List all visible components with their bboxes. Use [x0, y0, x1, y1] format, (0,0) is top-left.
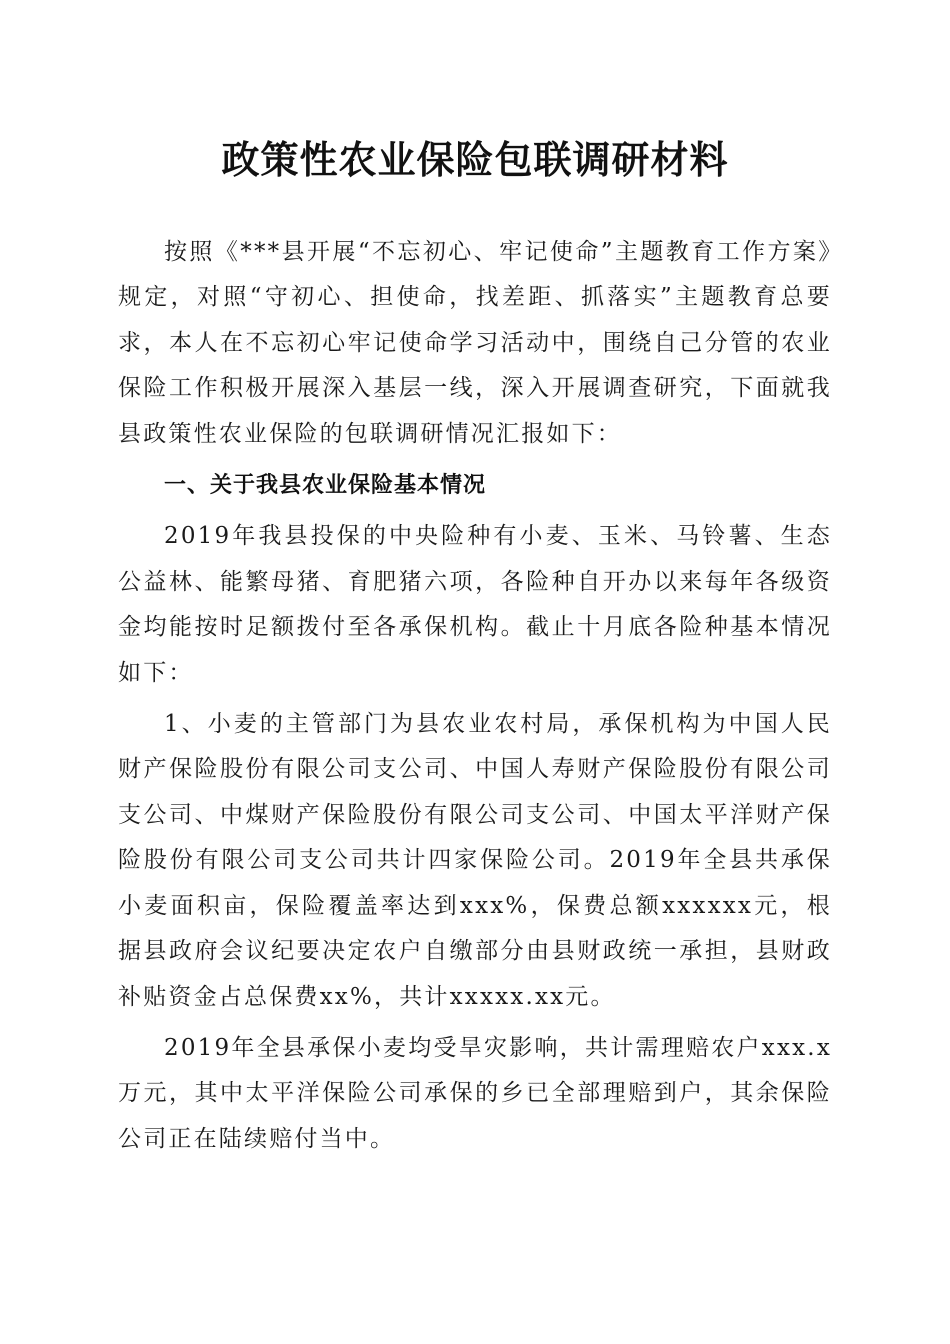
section-1-paragraph-1: 2019年我县投保的中央险种有小麦、玉米、马铃薯、生态公益林、能繁母猪、育肥猪六项，各险种自开办以来每年各级资金均能按时足额拨付至各承保机构。截止十月底各险种基本情况如下： [118, 523, 832, 686]
document-body [118, 230, 832, 1162]
intro-paragraph: 按照《***县开展“不忘初心、牢记使命”主题教育工作方案》规定，对照“守初心、担使命，找差距、抓落实”主题教育总要求，本人在不忘初心牢记使命学习活动中，围绕自己分管的农业保险工作积极开展深入基层一线，深入开展调查研究，下面就我县政策性农业保险的包联调研情况汇报如下： [118, 239, 832, 447]
section-1-heading: 一、关于我县农业保险基本情况 [164, 473, 487, 499]
section-1-paragraph-3: 2019年全县承保小麦均受旱灾影响，共计需理赔农户xxx.x万元，其中太平洋保险公司承保的乡已全部理赔到户，其余保险公司正在陆续赔付当中。 [118, 1034, 832, 1152]
section-1-paragraph-2: 1、小麦的主管部门为县农业农村局，承保机构为中国人民财产保险股份有限公司支公司、中国人寿财产保险股份有限公司支公司、中煤财产保险股份有限公司支公司、中国太平洋财产保险股份有限公司支公司共计四家保险公司。2019年全县共承保小麦面积亩，保险覆盖率达到xxx%，保费总额xxxxxx元，根据县政府会议纪要决定农户自缴部分由县财政统一承担，县财政补贴资金占总保费xx%，共计xxxxx.xx元。 [118, 711, 832, 1010]
document-title: 政策性农业保险包联调研材料 [221, 137, 729, 182]
